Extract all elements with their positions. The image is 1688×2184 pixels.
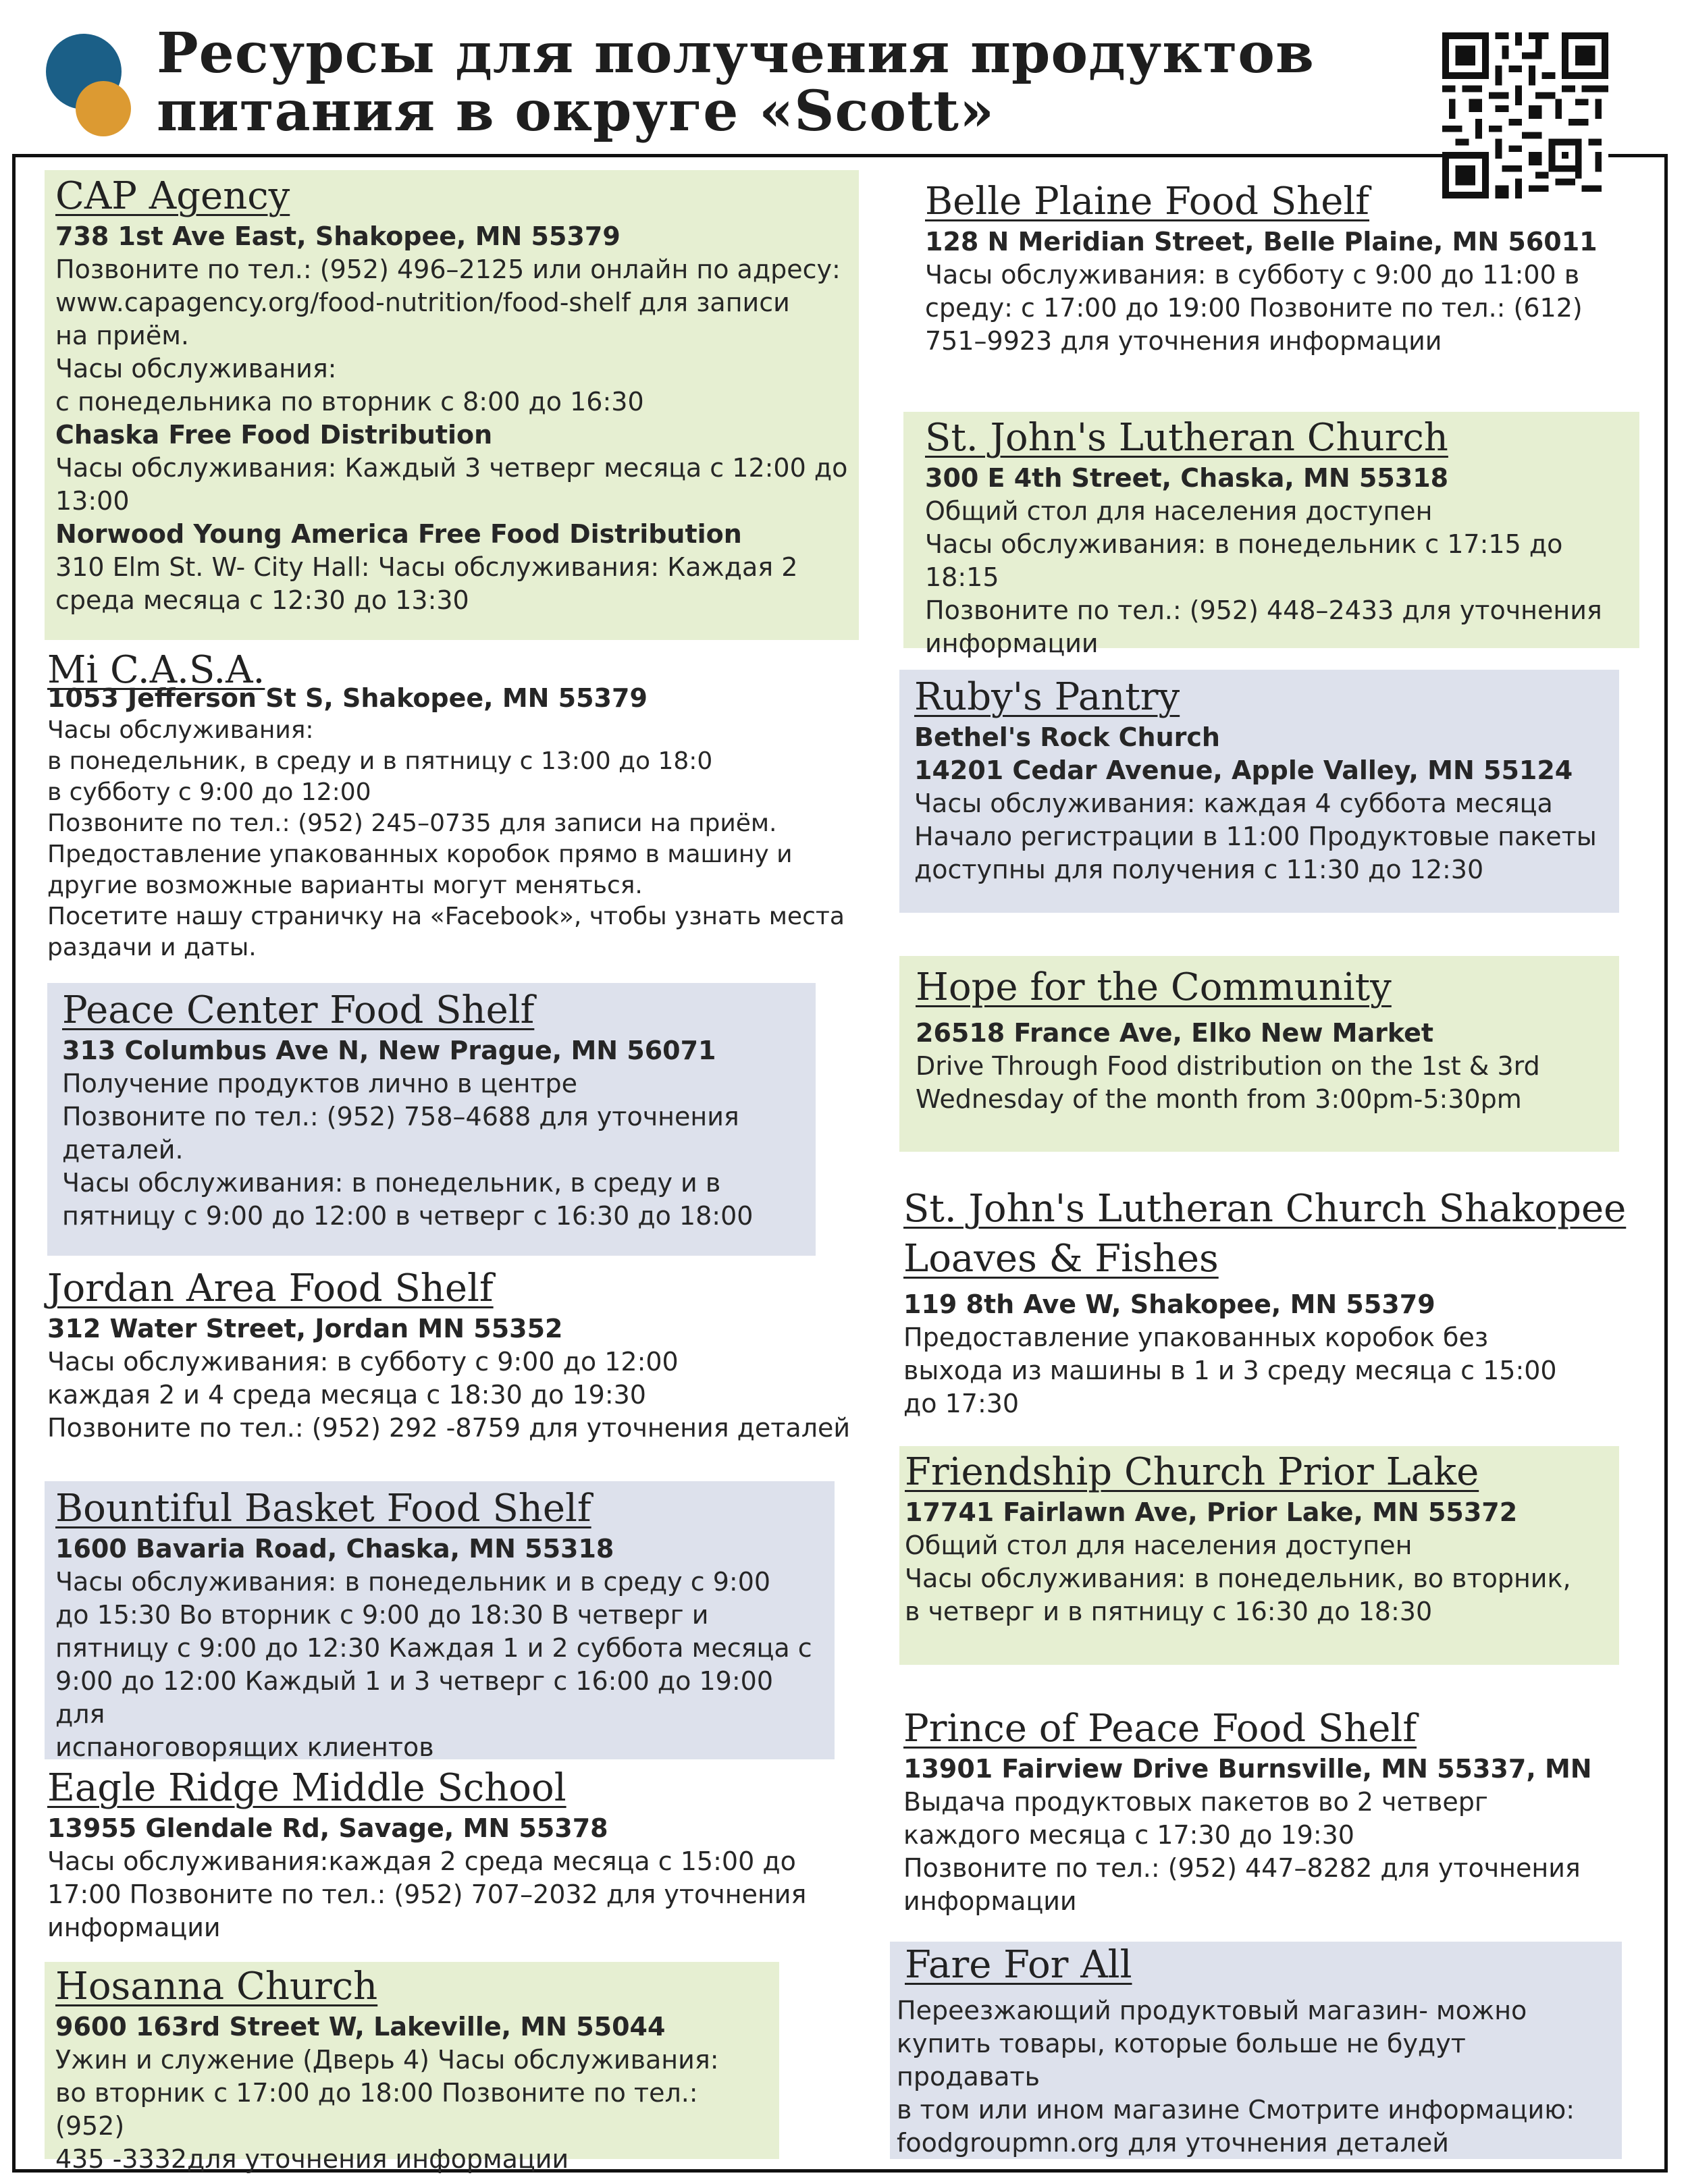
peace-center-card — [47, 983, 816, 1256]
belle-plaine-address: 128 N Meridian Street, Belle Plaine, MN 56011 — [925, 227, 1598, 257]
friendship-line: Общий стол для населения доступен — [905, 1530, 1413, 1560]
rubys-pantry-line: доступны для получения с 11:30 до 12:30 — [914, 855, 1484, 884]
rubys-pantry-card — [899, 670, 1619, 913]
rubys-pantry-line: Начало регистрации в 11:00 Продуктовые пакеты — [914, 822, 1597, 851]
micasa-card — [38, 647, 868, 971]
jordan-address: 312 Water Street, Jordan MN 55352 — [47, 1314, 563, 1343]
cap-agency-line: на приём. — [55, 321, 189, 350]
st-johns-shakopee-line: Предоставление упакованных коробок без — [903, 1323, 1489, 1352]
st-johns-line: Позвоните по тел.: (952) 448–2433 для уточнения — [925, 595, 1602, 625]
st-johns-shakopee-address: 119 8th Ave W, Shakopee, MN 55379 — [903, 1289, 1435, 1319]
bountiful-address: 1600 Bavaria Road, Chaska, MN 55318 — [55, 1534, 614, 1564]
rubys-pantry-line: Часы обслуживания: каждая 4 суббота месяца — [914, 789, 1553, 818]
rubys-pantry-subheading: Bethel's Rock Church — [914, 722, 1220, 752]
logo-circle-gold — [76, 81, 131, 136]
micasa-title: Mi C.A.S.A. — [47, 648, 265, 692]
hosanna-line: 435 -3332для уточнения информации — [55, 2144, 569, 2174]
bountiful-line: испаноговорящих клиентов — [55, 1732, 434, 1762]
cap-agency-line: www.capagency.org/food-nutrition/food-shelf для записи — [55, 288, 790, 317]
fare-for-all-card — [890, 1942, 1622, 2159]
friendship-address: 17741 Fairlawn Ave, Prior Lake, MN 55372 — [905, 1497, 1518, 1527]
hosanna-line: Ужин и служение (Дверь 4) Часы обслуживания: — [55, 2045, 719, 2075]
prince-of-peace-line: информации — [903, 1886, 1077, 1916]
st-johns-line: информации — [925, 629, 1099, 658]
cap-agency-address: 738 1st Ave East, Shakopee, MN 55379 — [55, 221, 621, 251]
micasa-line: Позвоните по тел.: (952) 245–0735 для записи на приём. — [47, 809, 777, 837]
friendship-title: Friendship Church Prior Lake — [905, 1450, 1479, 1494]
peace-center-line: Получение продуктов лично в центре — [62, 1069, 578, 1098]
cap-agency-line: 13:00 — [55, 486, 130, 516]
eagle-ridge-address: 13955 Glendale Rd, Savage, MN 55378 — [47, 1813, 608, 1843]
prince-of-peace-line: Позвоните по тел.: (952) 447–8282 для уточнения — [903, 1853, 1581, 1883]
st-johns-shakopee-title: St. John's Lutheran Church Shakopee — [903, 1187, 1627, 1231]
eagle-ridge-title: Eagle Ridge Middle School — [47, 1766, 566, 1810]
hosanna-line: во вторник с 17:00 до 18:00 Позвоните по тел.: (952) — [55, 2078, 698, 2141]
friendship-card — [899, 1446, 1619, 1665]
st-johns-line: Часы обслуживания: в понедельник с 17:15 до 18:15 — [925, 529, 1563, 592]
st-johns-shakopee-subtitle: Loaves & Fishes — [903, 1237, 1219, 1281]
st-johns-title: St. John's Lutheran Church — [925, 416, 1448, 460]
micasa-line: раздачи и даты. — [47, 934, 257, 961]
eagle-ridge-line: Часы обслуживания:каждая 2 среда месяца с 15:00 до — [47, 1846, 796, 1876]
page-title — [157, 21, 1315, 144]
fare-for-all-line: в том или ином магазине Смотрите информацию: — [897, 2095, 1575, 2125]
belle-plaine-line: 751–9923 для уточнения информации — [925, 326, 1442, 356]
jordan-card — [38, 1265, 875, 1461]
fare-for-all-line: купить товары, которые больше не будут продавать — [897, 2029, 1466, 2092]
rubys-pantry-address: 14201 Cedar Avenue, Apple Valley, MN 55124 — [914, 755, 1573, 785]
hosanna-title: Hosanna Church — [55, 1965, 378, 2008]
prince-of-peace-card — [903, 1705, 1626, 1942]
bountiful-card — [45, 1481, 835, 1762]
prince-of-peace-line: Выдача продуктовых пакетов во 2 четверг — [903, 1787, 1488, 1817]
title-line-2: питания в округе «Scott» — [157, 79, 995, 144]
st-johns-card — [903, 412, 1639, 658]
hope-community-card — [899, 956, 1619, 1152]
cap-agency-line: Позвоните по тел.: (952) 496–2125 или онлайн по адресу: — [55, 255, 841, 284]
prince-of-peace-line: каждого месяца с 17:30 до 19:30 — [903, 1820, 1354, 1850]
hope-community-line: Drive Through Food distribution on the 1st & 3rd — [916, 1051, 1540, 1081]
hosanna-card — [45, 1962, 779, 2174]
belle-plaine-card — [914, 178, 1630, 374]
st-johns-shakopee-card — [903, 1184, 1653, 1438]
micasa-line: в субботу с 9:00 до 12:00 — [47, 778, 371, 806]
belle-plaine-line: среду: с 17:00 до 19:00 Позвоните по тел.: (612) — [925, 293, 1583, 323]
eagle-ridge-card — [38, 1765, 875, 1956]
peace-center-line: Часы обслуживания: в понедельник, в среду и в — [62, 1168, 721, 1198]
fare-for-all-line: Переезжающий продуктовый магазин- можно — [897, 1996, 1527, 2025]
st-johns-shakopee-line: выхода из машины в 1 и 3 среду месяца с 15:00 — [903, 1356, 1557, 1385]
cap-agency-subheading: Chaska Free Food Distribution — [55, 420, 493, 450]
title-line-1: Ресурсы для получения продуктов — [157, 21, 1315, 86]
bountiful-line: пятницу с 9:00 до 12:30 Каждая 1 и 2 суббота месяца с — [55, 1633, 812, 1663]
cap-agency-line: 310 Elm St. W- City Hall: Часы обслуживания: Каждая 2 — [55, 552, 798, 582]
micasa-line: Часы обслуживания: — [47, 716, 314, 744]
bountiful-line: Часы обслуживания: в понедельник и в среду с 9:00 — [55, 1567, 771, 1597]
bountiful-title: Bountiful Basket Food Shelf — [55, 1487, 591, 1530]
cap-agency-title: CAP Agency — [55, 174, 290, 218]
peace-center-line: деталей. — [62, 1135, 184, 1165]
eagle-ridge-line: 17:00 Позвоните по тел.: (952) 707–2032 для уточнения — [47, 1880, 807, 1909]
friendship-line: Часы обслуживания: в понедельник, во вторник, — [905, 1564, 1571, 1593]
micasa-address: 1053 Jefferson St S, Shakopee, MN 55379 — [47, 683, 648, 713]
cap-agency-line: с понедельника по вторник с 8:00 до 16:30 — [55, 387, 644, 417]
st-johns-shakopee-line: до 17:30 — [903, 1389, 1020, 1418]
fare-for-all-line: foodgroupmn.org для уточнения деталей — [897, 2128, 1449, 2158]
hope-community-title: Hope for the Community — [916, 965, 1392, 1009]
peace-center-line: пятницу с 9:00 до 12:00 в четверг с 16:30 до 18:00 — [62, 1201, 754, 1231]
hosanna-address: 9600 163rd Street W, Lakeville, MN 55044 — [55, 2012, 666, 2042]
fare-for-all-title: Fare For All — [905, 1943, 1132, 1987]
friendship-line: в четверг и в пятницу с 16:30 до 18:30 — [905, 1597, 1433, 1626]
prince-of-peace-title: Prince of Peace Food Shelf — [903, 1707, 1417, 1751]
bountiful-line: до 15:30 Во вторник с 9:00 до 18:30 В четверг и — [55, 1600, 709, 1630]
peace-center-title: Peace Center Food Shelf — [62, 988, 535, 1032]
eagle-ridge-line: информации — [47, 1913, 221, 1942]
cap-agency-line: Часы обслуживания: — [55, 354, 337, 383]
micasa-line: Предоставление упакованных коробок прямо в машину и — [47, 841, 793, 868]
hope-community-address: 26518 France Ave, Elko New Market — [916, 1018, 1434, 1048]
cap-agency-line: среда месяца с 12:30 до 13:30 — [55, 585, 469, 615]
belle-plaine-line: Часы обслуживания: в субботу с 9:00 до 11:00 в — [925, 260, 1580, 290]
rubys-pantry-title: Ruby's Pantry — [914, 675, 1180, 719]
belle-plaine-title: Belle Plaine Food Shelf — [925, 180, 1370, 223]
cap-agency-line: Часы обслуживания: Каждый 3 четверг месяца с 12:00 до — [55, 453, 848, 483]
micasa-line: в понедельник, в среду и в пятницу с 13:00 до 18:0 — [47, 747, 713, 775]
cap-agency-card — [45, 170, 859, 640]
jordan-line: Часы обслуживания: в субботу с 9:00 до 12:00 — [47, 1347, 679, 1377]
bountiful-line: 9:00 до 12:00 Каждый 1 и 3 четверг с 16:00 до 19:00 для — [55, 1666, 774, 1729]
peace-center-line: Позвоните по тел.: (952) 758–4688 для уточнения — [62, 1102, 739, 1131]
jordan-line: каждая 2 и 4 среда месяца с 18:30 до 19:30 — [47, 1380, 646, 1410]
jordan-title: Jordan Area Food Shelf — [47, 1267, 494, 1310]
prince-of-peace-address: 13901 Fairview Drive Burnsville, MN 55337, MN — [903, 1754, 1592, 1784]
st-johns-address: 300 E 4th Street, Chaska, MN 55318 — [925, 463, 1449, 493]
qr-code-icon — [1442, 32, 1608, 198]
cap-agency-subheading: Norwood Young America Free Food Distribution — [55, 519, 742, 549]
peace-center-address: 313 Columbus Ave N, New Prague, MN 56071 — [62, 1036, 716, 1065]
hope-community-line: Wednesday of the month from 3:00pm-5:30pm — [916, 1084, 1522, 1114]
jordan-line: Позвоните по тел.: (952) 292 -8759 для уточнения деталей — [47, 1413, 851, 1443]
st-johns-line: Общий стол для населения доступен — [925, 496, 1433, 526]
micasa-line: другие возможные варианты могут меняться. — [47, 872, 643, 899]
micasa-line: Посетите нашу страничку на «Facebook», чтобы узнать места — [47, 903, 845, 930]
